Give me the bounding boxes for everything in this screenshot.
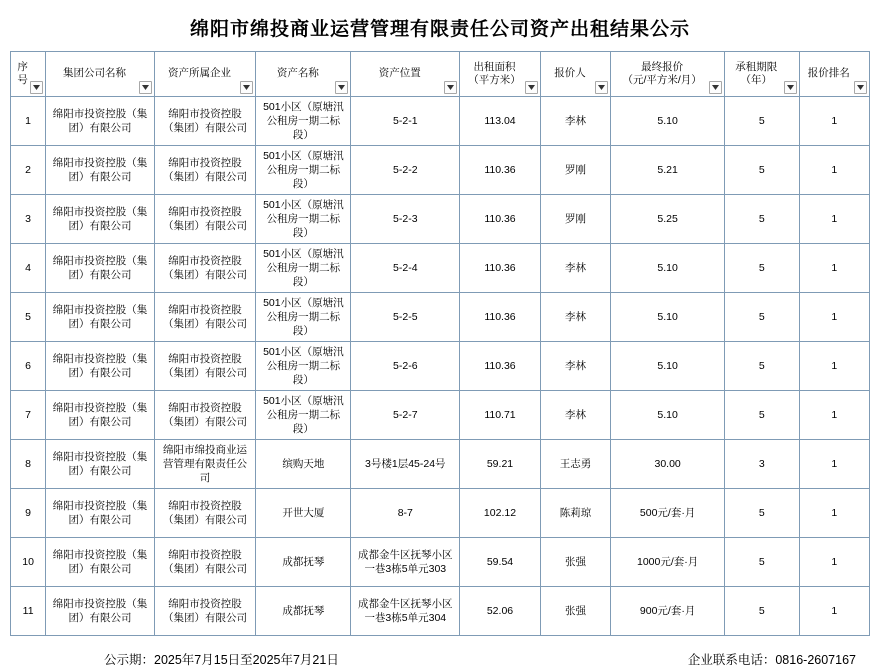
contact-phone-text: 企业联系电话：0816-2607167 [687, 653, 856, 667]
cell-lease-term: 5 [725, 538, 800, 587]
column-header-final-price-label: 最终报价 [641, 60, 684, 73]
filter-icon[interactable] [525, 81, 538, 94]
cell-bid-rank: 1 [799, 146, 869, 195]
column-header-final-price [611, 52, 725, 97]
cell-bidder: 李林 [540, 293, 610, 342]
cell-lease-area: 52.06 [460, 587, 541, 636]
cell-bidder: 李林 [540, 97, 610, 146]
filter-icon[interactable] [709, 81, 722, 94]
cell-bid-rank: 1 [799, 587, 869, 636]
column-header-lease-area-label: 出租面积 [473, 60, 516, 73]
cell-final-price: 5.25 [611, 195, 725, 244]
table-header [11, 52, 870, 97]
column-header-asset-location-label: 资产位置 [378, 67, 421, 80]
cell-asset-name: 501小区（原塘汛公租房一期二标段） [256, 391, 351, 440]
cell-final-price: 900元/套·月 [611, 587, 725, 636]
cell-bid-rank: 1 [799, 489, 869, 538]
table-header-row [11, 52, 870, 97]
cell-owner-entity: 绵阳市投资控股（集团）有限公司 [154, 391, 255, 440]
cell-asset-location: 5-2-2 [351, 146, 460, 195]
cell-index: 2 [11, 146, 46, 195]
cell-lease-area: 113.04 [460, 97, 541, 146]
filter-icon[interactable] [854, 81, 867, 94]
cell-lease-term: 5 [725, 391, 800, 440]
table-row [11, 97, 870, 146]
table-row [11, 489, 870, 538]
cell-owner-entity: 绵阳市投资控股（集团）有限公司 [154, 587, 255, 636]
cell-asset-location: 成都金牛区抚琴小区一巷3栋5单元304 [351, 587, 460, 636]
cell-asset-name: 501小区（原塘汛公租房一期二标段） [256, 293, 351, 342]
publicity-period-text: 公示期：2025年7月15日至2025年7月21日 [104, 653, 339, 667]
column-header-lease-area-unit: （平方米） [468, 74, 521, 86]
cell-final-price: 5.10 [611, 342, 725, 391]
cell-index: 6 [11, 342, 46, 391]
filter-icon[interactable] [30, 81, 43, 94]
cell-final-price: 5.10 [611, 391, 725, 440]
cell-index: 9 [11, 489, 46, 538]
cell-group-company: 绵阳市投资控股（集团）有限公司 [46, 293, 155, 342]
cell-asset-location: 5-2-5 [351, 293, 460, 342]
cell-lease-area: 110.36 [460, 293, 541, 342]
cell-bid-rank: 1 [799, 391, 869, 440]
column-header-lease-term-unit: （年） [740, 74, 773, 86]
cell-owner-entity: 绵阳市投资控股（集团）有限公司 [154, 97, 255, 146]
cell-bid-rank: 1 [799, 244, 869, 293]
cell-final-price: 5.10 [611, 244, 725, 293]
cell-bid-rank: 1 [799, 195, 869, 244]
cell-lease-area: 110.71 [460, 391, 541, 440]
cell-final-price: 5.10 [611, 293, 725, 342]
cell-group-company: 绵阳市投资控股（集团）有限公司 [46, 244, 155, 293]
cell-index: 8 [11, 440, 46, 489]
cell-bid-rank: 1 [799, 342, 869, 391]
table-row [11, 587, 870, 636]
table-row [11, 293, 870, 342]
cell-asset-location: 5-2-4 [351, 244, 460, 293]
cell-lease-term: 5 [725, 146, 800, 195]
cell-bid-rank: 1 [799, 538, 869, 587]
cell-lease-area: 110.36 [460, 342, 541, 391]
page-title: 绵阳市绵投商业运营管理有限责任公司资产出租结果公示 [189, 19, 690, 40]
cell-bid-rank: 1 [799, 293, 869, 342]
cell-bid-rank: 1 [799, 97, 869, 146]
cell-group-company: 绵阳市投资控股（集团）有限公司 [46, 146, 155, 195]
cell-group-company: 绵阳市投资控股（集团）有限公司 [46, 489, 155, 538]
cell-asset-name: 501小区（原塘汛公租房一期二标段） [256, 97, 351, 146]
cell-index: 4 [11, 244, 46, 293]
column-header-index-label: 序号 [17, 60, 28, 86]
column-header-bidder [540, 52, 610, 97]
column-header-asset-location [351, 52, 460, 97]
cell-lease-term: 5 [725, 195, 800, 244]
cell-bidder: 罗刚 [540, 195, 610, 244]
cell-lease-term: 5 [725, 342, 800, 391]
table-row [11, 440, 870, 489]
column-header-lease-area [460, 52, 541, 97]
table-body [11, 97, 870, 636]
cell-lease-area: 59.21 [460, 440, 541, 489]
column-header-asset-name-label: 资产名称 [276, 67, 319, 80]
filter-icon[interactable] [335, 81, 348, 94]
cell-asset-name: 501小区（原塘汛公租房一期二标段） [256, 342, 351, 391]
cell-index: 5 [11, 293, 46, 342]
cell-lease-area: 110.36 [460, 195, 541, 244]
cell-group-company: 绵阳市投资控股（集团）有限公司 [46, 391, 155, 440]
cell-asset-name: 开世大厦 [256, 489, 351, 538]
cell-index: 10 [11, 538, 46, 587]
cell-group-company: 绵阳市投资控股（集团）有限公司 [46, 440, 155, 489]
cell-owner-entity: 绵阳市投资控股（集团）有限公司 [154, 146, 255, 195]
cell-asset-location: 5-2-6 [351, 342, 460, 391]
cell-group-company: 绵阳市投资控股（集团）有限公司 [46, 342, 155, 391]
column-header-owner-entity [154, 52, 255, 97]
cell-asset-location: 8-7 [351, 489, 460, 538]
cell-bidder: 罗刚 [540, 146, 610, 195]
cell-asset-name: 缤购天地 [256, 440, 351, 489]
table-row [11, 244, 870, 293]
cell-bid-rank: 1 [799, 440, 869, 489]
cell-asset-location: 成都金牛区抚琴小区一巷3栋5单元303 [351, 538, 460, 587]
column-header-bid-rank-label: 报价排名 [807, 67, 850, 80]
cell-owner-entity: 绵阳市投资控股（集团）有限公司 [154, 489, 255, 538]
cell-owner-entity: 绵阳市投资控股（集团）有限公司 [154, 342, 255, 391]
column-header-group-company [46, 52, 155, 97]
column-header-index [11, 52, 46, 97]
column-header-asset-name [256, 52, 351, 97]
cell-lease-term: 3 [725, 440, 800, 489]
filter-icon[interactable] [139, 81, 152, 94]
cell-group-company: 绵阳市投资控股（集团）有限公司 [46, 538, 155, 587]
cell-asset-name: 成都抚琴 [256, 538, 351, 587]
cell-owner-entity: 绵阳市绵投商业运营管理有限责任公司 [154, 440, 255, 489]
cell-asset-location: 3号楼1层45-24号 [351, 440, 460, 489]
cell-owner-entity: 绵阳市投资控股（集团）有限公司 [154, 244, 255, 293]
cell-asset-location: 5-2-3 [351, 195, 460, 244]
column-header-bid-rank [799, 52, 869, 97]
table-row [11, 195, 870, 244]
cell-asset-name: 成都抚琴 [256, 587, 351, 636]
cell-lease-term: 5 [725, 587, 800, 636]
cell-lease-area: 102.12 [460, 489, 541, 538]
cell-bidder: 李林 [540, 391, 610, 440]
filter-icon[interactable] [595, 81, 608, 94]
cell-owner-entity: 绵阳市投资控股（集团）有限公司 [154, 293, 255, 342]
cell-final-price: 5.10 [611, 97, 725, 146]
cell-lease-area: 110.36 [460, 146, 541, 195]
cell-group-company: 绵阳市投资控股（集团）有限公司 [46, 195, 155, 244]
cell-lease-area: 59.54 [460, 538, 541, 587]
cell-bidder: 王志勇 [540, 440, 610, 489]
column-header-final-price-unit: （元/平方米/月） [622, 74, 702, 86]
table-row [11, 538, 870, 587]
cell-final-price: 500元/套·月 [611, 489, 725, 538]
table-row [11, 146, 870, 195]
cell-group-company: 绵阳市投资控股（集团）有限公司 [46, 97, 155, 146]
cell-bidder: 张强 [540, 587, 610, 636]
cell-group-company: 绵阳市投资控股（集团）有限公司 [46, 587, 155, 636]
cell-lease-term: 5 [725, 293, 800, 342]
cell-asset-name: 501小区（原塘汛公租房一期二标段） [256, 244, 351, 293]
table-row [11, 342, 870, 391]
filter-icon[interactable] [444, 81, 457, 94]
cell-lease-area: 110.36 [460, 244, 541, 293]
cell-final-price: 5.21 [611, 146, 725, 195]
filter-icon[interactable] [784, 81, 797, 94]
column-header-group-company-label: 集团公司名称 [63, 67, 127, 80]
cell-index: 1 [11, 97, 46, 146]
cell-bidder: 李林 [540, 244, 610, 293]
cell-owner-entity: 绵阳市投资控股（集团）有限公司 [154, 195, 255, 244]
cell-bidder: 陈莉琼 [540, 489, 610, 538]
cell-lease-term: 5 [725, 244, 800, 293]
table-row [11, 391, 870, 440]
column-header-lease-term [725, 52, 800, 97]
cell-lease-term: 5 [725, 489, 800, 538]
cell-index: 3 [11, 195, 46, 244]
column-header-owner-entity-label: 资产所属企业 [168, 67, 232, 80]
cell-asset-name: 501小区（原塘汛公租房一期二标段） [256, 146, 351, 195]
cell-final-price: 30.00 [611, 440, 725, 489]
cell-index: 7 [11, 391, 46, 440]
cell-asset-location: 5-2-1 [351, 97, 460, 146]
cell-owner-entity: 绵阳市投资控股（集团）有限公司 [154, 538, 255, 587]
column-header-lease-term-label: 承租期限 [735, 60, 778, 73]
cell-lease-term: 5 [725, 97, 800, 146]
cell-bidder: 李林 [540, 342, 610, 391]
asset-lease-result-table [10, 51, 870, 636]
cell-index: 11 [11, 587, 46, 636]
document-footer [10, 636, 870, 668]
cell-bidder: 张强 [540, 538, 610, 587]
column-header-bidder-label: 报价人 [554, 67, 586, 80]
cell-final-price: 1000元/套·月 [611, 538, 725, 587]
filter-icon[interactable] [240, 81, 253, 94]
cell-asset-location: 5-2-7 [351, 391, 460, 440]
cell-asset-name: 501小区（原塘汛公租房一期二标段） [256, 195, 351, 244]
